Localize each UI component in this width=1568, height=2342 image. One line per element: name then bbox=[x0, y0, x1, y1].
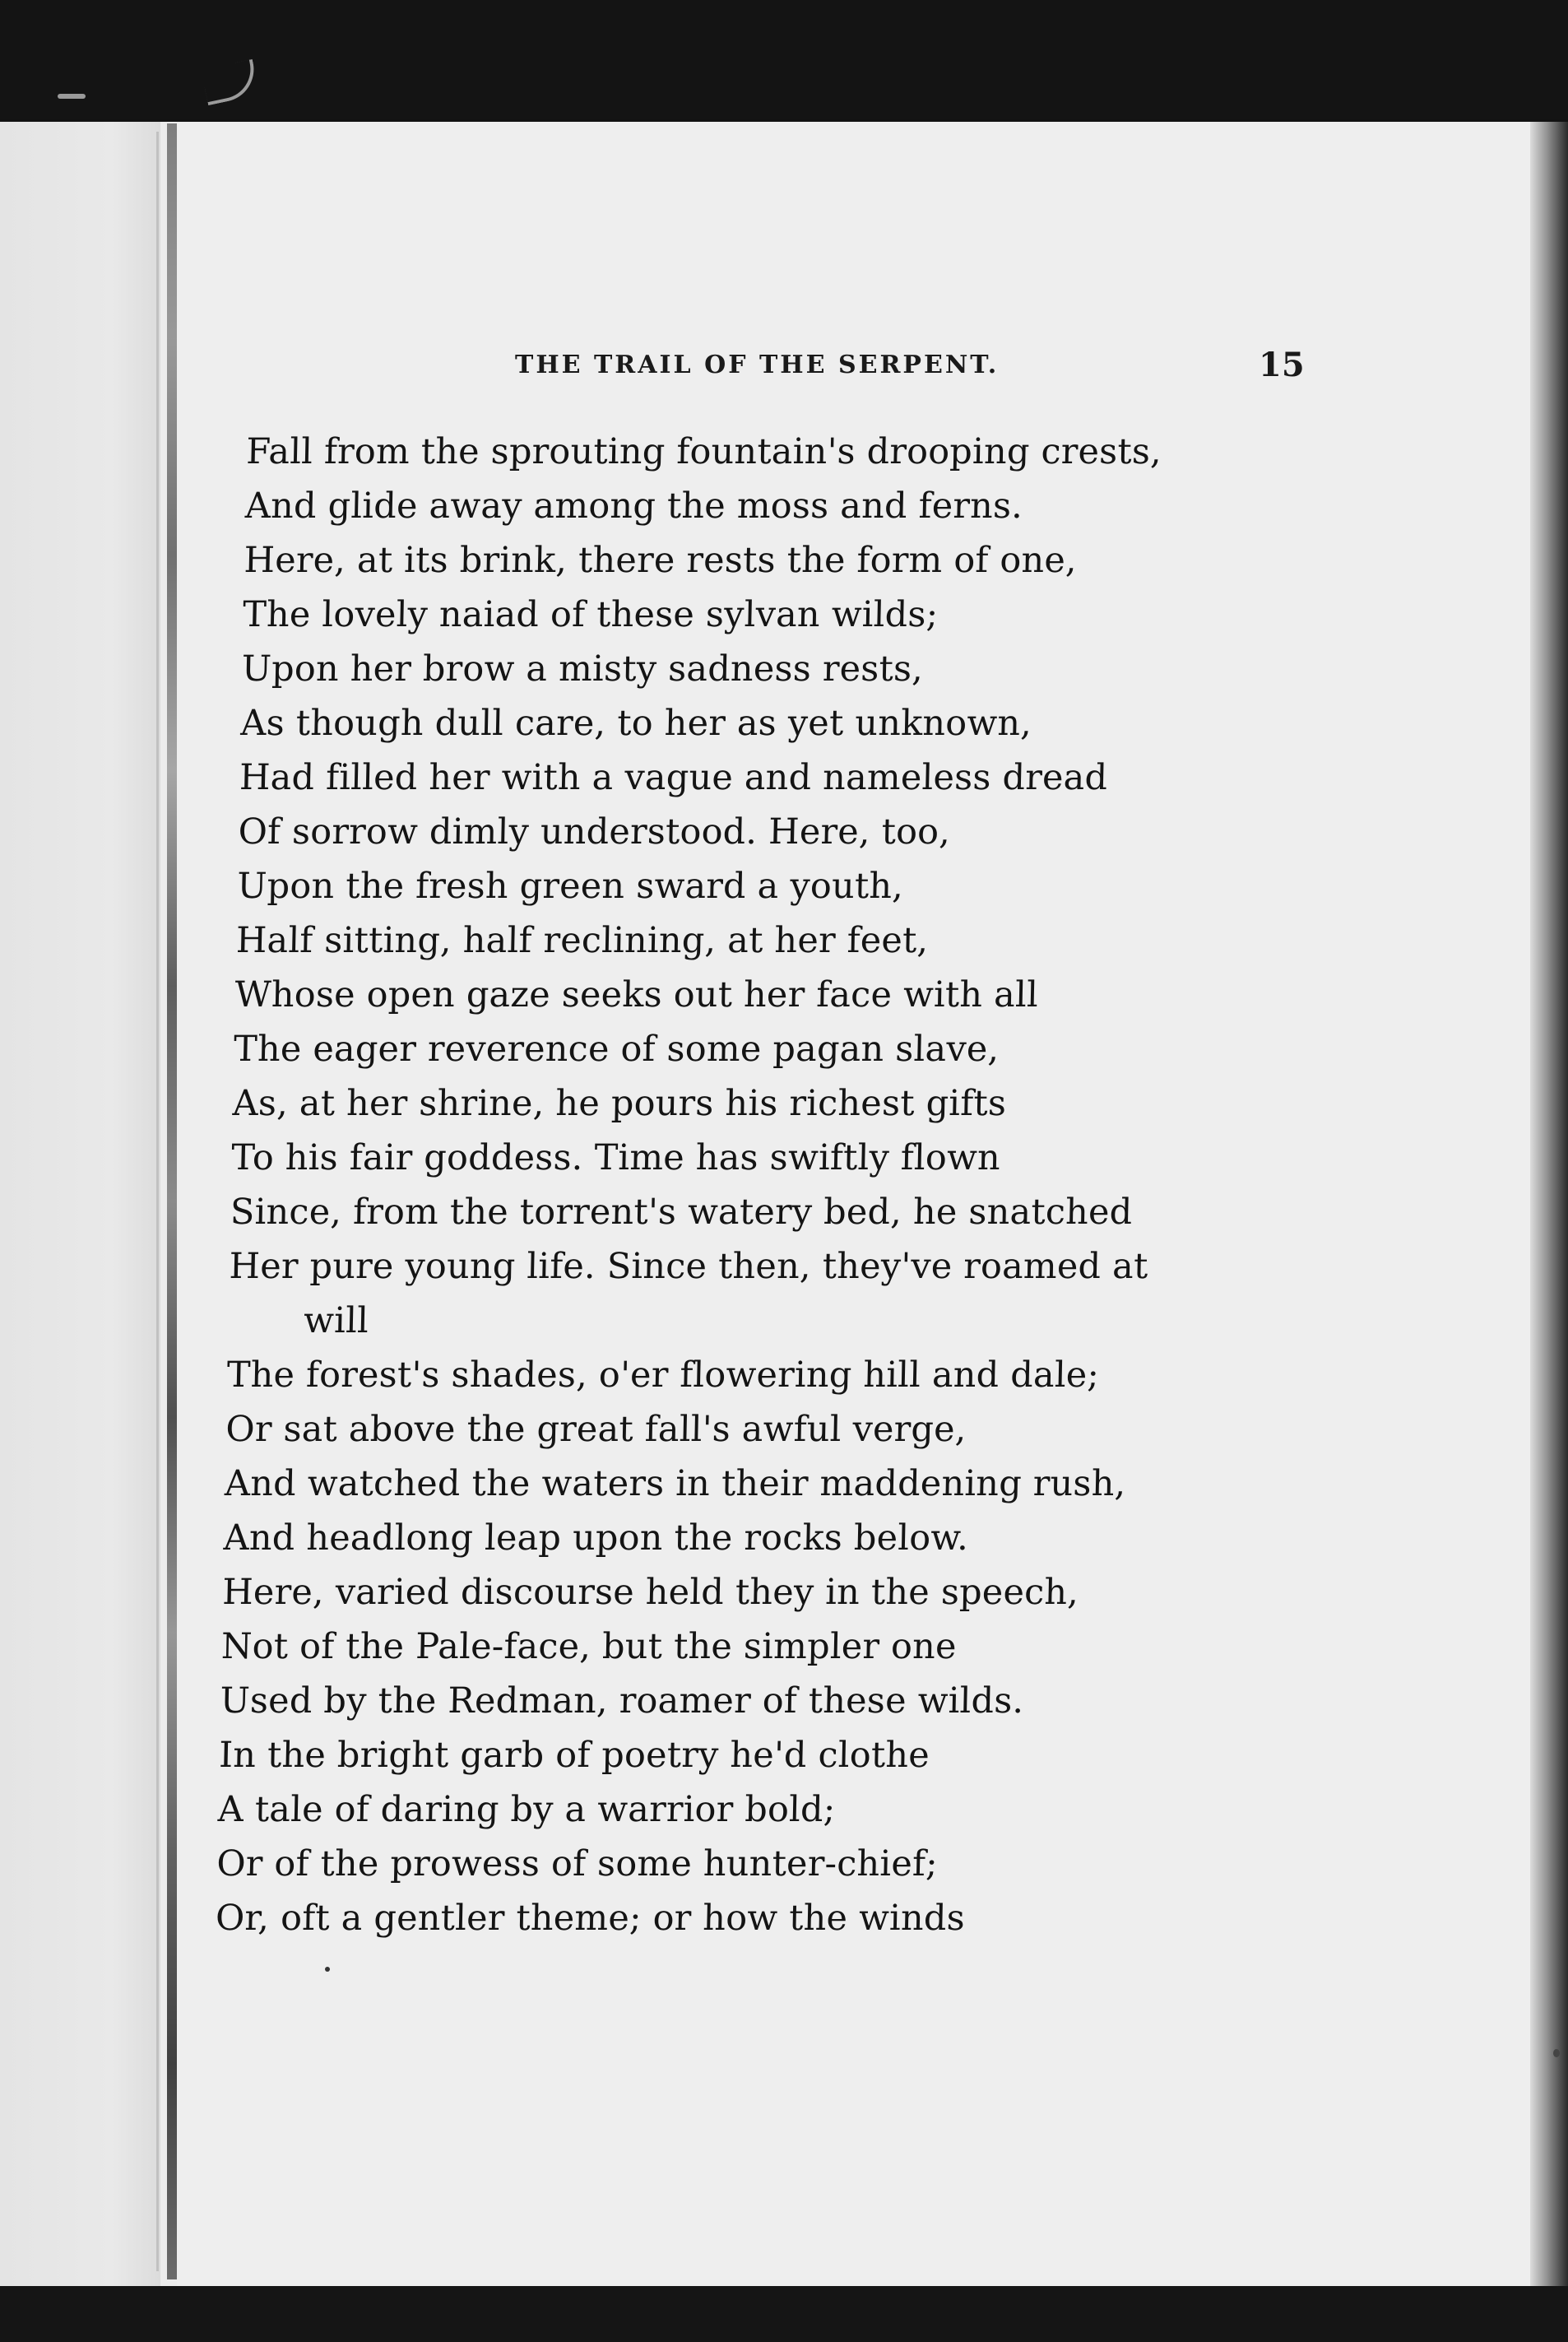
poem-line: Upon her brow a misty sadness rests, bbox=[241, 648, 924, 690]
poem-line: Or sat above the great fall's awful verge, bbox=[225, 1409, 967, 1450]
ink-speck bbox=[1553, 2049, 1560, 2057]
poem-line: Not of the Pale-face, but the simpler one bbox=[220, 1626, 958, 1667]
poem-line: Since, from the torrent's watery bed, he snatched bbox=[230, 1192, 1133, 1233]
facing-page-edge bbox=[0, 122, 160, 2286]
poem-text bbox=[215, 425, 1349, 1945]
scan-dash bbox=[58, 94, 86, 99]
ink-speck bbox=[325, 1967, 330, 1972]
poem-line: Upon the fresh green sward a youth, bbox=[236, 866, 904, 907]
facing-page-line bbox=[156, 132, 159, 2271]
poem-line: Here, varied discourse held they in the speech, bbox=[221, 1572, 1079, 1613]
poem-line: The lovely naiad of these sylvan wilds; bbox=[242, 594, 939, 635]
poem-line: Had filled her with a vague and nameless dread bbox=[239, 757, 1108, 798]
scan-top-border bbox=[0, 0, 1568, 119]
poem-line: Used by the Redman, roamer of these wilds. bbox=[219, 1680, 1024, 1722]
poem-line: Her pure young life. Since then, they've roamed at bbox=[229, 1246, 1149, 1287]
page-number: 15 bbox=[1259, 346, 1305, 384]
poem-line: And glide away among the moss and ferns. bbox=[244, 486, 1023, 527]
poem-line: And headlong leap upon the rocks below. bbox=[223, 1517, 969, 1559]
poem-line: Here, at its brink, there rests the form of one, bbox=[244, 540, 1078, 581]
poem-line: Whose open gaze seeks out her face with all bbox=[234, 974, 1039, 1015]
poem-line: To his fair goddess. Time has swiftly flown bbox=[230, 1137, 1001, 1178]
poem-line-continuation: will bbox=[303, 1300, 369, 1341]
poem-line: Fall from the sprouting fountain's drooping crests, bbox=[245, 431, 1162, 472]
poem-line: A tale of daring by a warrior bold; bbox=[217, 1789, 837, 1830]
poem-line: As though dull care, to her as yet unknown, bbox=[239, 703, 1032, 744]
poem-line: Or, oft a gentler theme; or how the winds bbox=[215, 1898, 966, 1939]
running-head: THE TRAIL OF THE SERPENT. bbox=[515, 351, 1000, 379]
poem-line: Of sorrow dimly understood. Here, too, bbox=[238, 811, 951, 853]
poem-line: Half sitting, half reclining, at her feet, bbox=[235, 920, 929, 961]
right-edge-shadow bbox=[1530, 122, 1568, 2342]
poem-line: And watched the waters in their maddening rush, bbox=[224, 1463, 1127, 1504]
poem-line: As, at her shrine, he pours his richest gifts bbox=[232, 1083, 1007, 1124]
poem-line: The forest's shades, o'er flowering hill and dale; bbox=[226, 1355, 1100, 1396]
scan-bottom-border bbox=[0, 2286, 1568, 2342]
poem-line: Or of the prowess of some hunter-chief; bbox=[216, 1843, 939, 1884]
poem-line: The eager reverence of some pagan slave, bbox=[233, 1029, 1000, 1070]
binding-gutter bbox=[167, 123, 177, 2279]
poem-line: In the bright garb of poetry he'd clothe bbox=[218, 1735, 930, 1776]
